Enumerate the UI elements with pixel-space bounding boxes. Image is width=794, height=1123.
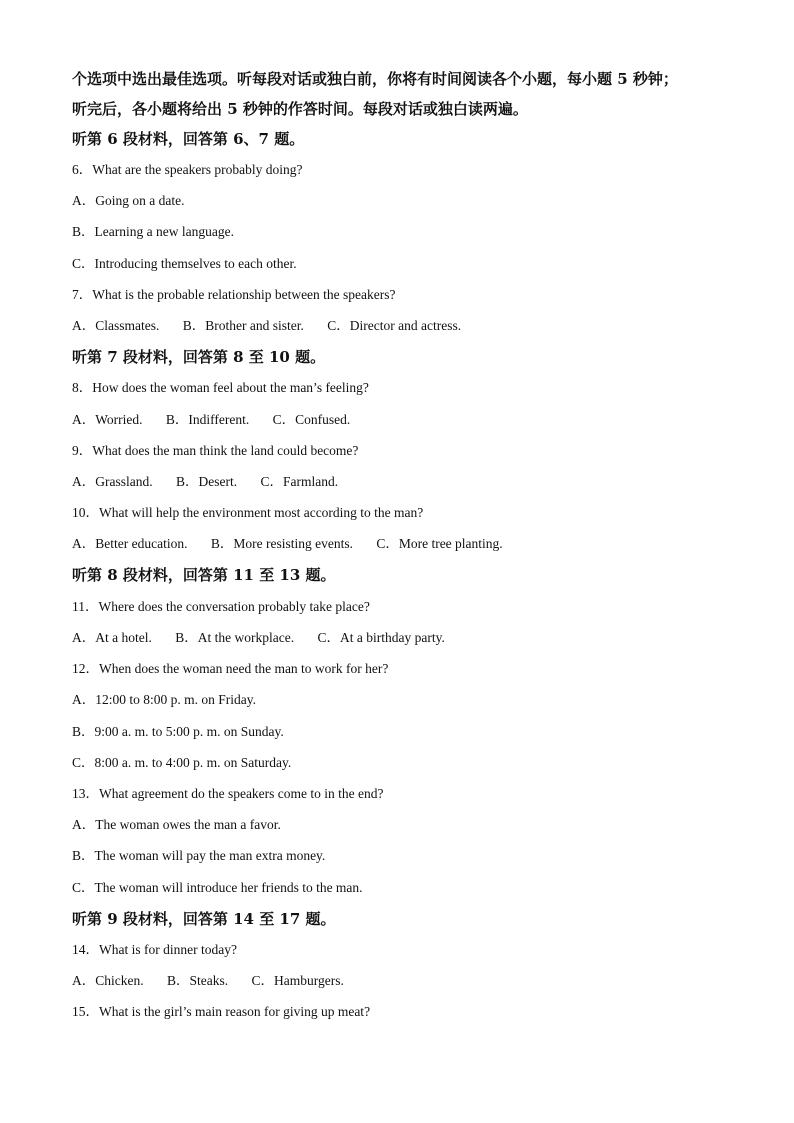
question-11-stem: 11．Where does the conversation probably take place? xyxy=(72,599,370,614)
question-9-options xyxy=(72,473,358,491)
instructions xyxy=(72,64,732,124)
question-12-option-c: C．8:00 a. m. to 4:00 p. m. on Saturday. xyxy=(72,755,292,770)
question-7-stem: 7．What is the probable relationship between the speakers? xyxy=(72,287,396,302)
question-8-option-c: C．Confused. xyxy=(272,412,351,427)
question-10-option-c: C．More tree planting. xyxy=(376,536,503,551)
question-12-stem: 12．When does the woman need the man to work for her? xyxy=(72,661,389,676)
question-11-options xyxy=(72,629,465,647)
question-6-stem: 6．What are the speakers probably doing? xyxy=(72,162,303,177)
question-14-option-a: A．Chicken. xyxy=(72,973,144,988)
section-heading-7: 听第 7 段材料，回答第 8 至 10 题。 xyxy=(72,348,326,366)
question-7-option-c: C．Director and actress. xyxy=(327,318,462,333)
question-8-stem: 8．How does the woman feel about the man’s feeling? xyxy=(72,380,369,395)
question-11-option-b: B．At the workplace. xyxy=(175,630,295,645)
question-12-option-a: A．12:00 to 8:00 p. m. on Friday. xyxy=(72,692,256,707)
question-13-option-b: B．The woman will pay the man extra money. xyxy=(72,848,326,863)
section-heading-6: 听第 6 段材料，回答第 6、7 题。 xyxy=(72,130,305,148)
question-9-stem: 9．What does the man think the land could become? xyxy=(72,443,359,458)
question-14-stem: 14．What is for dinner today? xyxy=(72,942,237,957)
question-8-option-a: A．Worried. xyxy=(72,412,143,427)
question-9-option-c: C．Farmland. xyxy=(260,474,339,489)
question-13-stem: 13．What agreement do the speakers come to in the end? xyxy=(72,786,384,801)
instructions-line-1: 个选项中选出最佳选项。听每段对话或独白前，你将有时间阅读各个小题，每小题 5 秒钟； xyxy=(72,70,678,88)
question-10-stem: 10．What will help the environment most according to the man? xyxy=(72,505,424,520)
question-8-options xyxy=(72,411,370,429)
question-13-option-c: C．The woman will introduce her friends to the man. xyxy=(72,880,363,895)
question-7-option-a: A．Classmates. xyxy=(72,318,160,333)
question-14-option-b: B．Steaks. xyxy=(167,973,229,988)
question-9-option-b: B．Desert. xyxy=(176,474,238,489)
question-13-option-a: A．The woman owes the man a favor. xyxy=(72,817,281,832)
question-6-option-b: B．Learning a new language. xyxy=(72,224,234,239)
question-9-option-a: A．Grassland. xyxy=(72,474,153,489)
section-heading-9: 听第 9 段材料，回答第 14 至 17 题。 xyxy=(72,910,336,928)
instructions-line-2: 听完后，各小题将给出 5 秒钟的作答时间。每段对话或独白读两遍。 xyxy=(72,100,528,118)
question-8-option-b: B．Indifferent. xyxy=(165,412,250,427)
question-12-option-b: B．9:00 a. m. to 5:00 p. m. on Sunday. xyxy=(72,724,284,739)
question-14-option-c: C．Hamburgers. xyxy=(251,973,344,988)
question-11-option-c: C．At a birthday party. xyxy=(317,630,445,645)
question-14-options xyxy=(72,972,364,990)
question-15-stem: 15．What is the girl’s main reason for giving up meat? xyxy=(72,1004,371,1019)
question-10-option-a: A．Better education. xyxy=(72,536,188,551)
question-6-option-a: A．Going on a date. xyxy=(72,193,185,208)
question-6-option-c: C．Introducing themselves to each other. xyxy=(72,256,297,271)
question-11-option-a: A．At a hotel. xyxy=(72,630,152,645)
section-heading-8: 听第 8 段材料，回答第 11 至 13 题。 xyxy=(72,566,336,584)
question-7-options xyxy=(72,317,481,335)
question-10-options xyxy=(72,535,523,553)
question-10-option-b: B．More resisting events. xyxy=(210,536,353,551)
question-7-option-b: B．Brother and sister. xyxy=(182,318,304,333)
